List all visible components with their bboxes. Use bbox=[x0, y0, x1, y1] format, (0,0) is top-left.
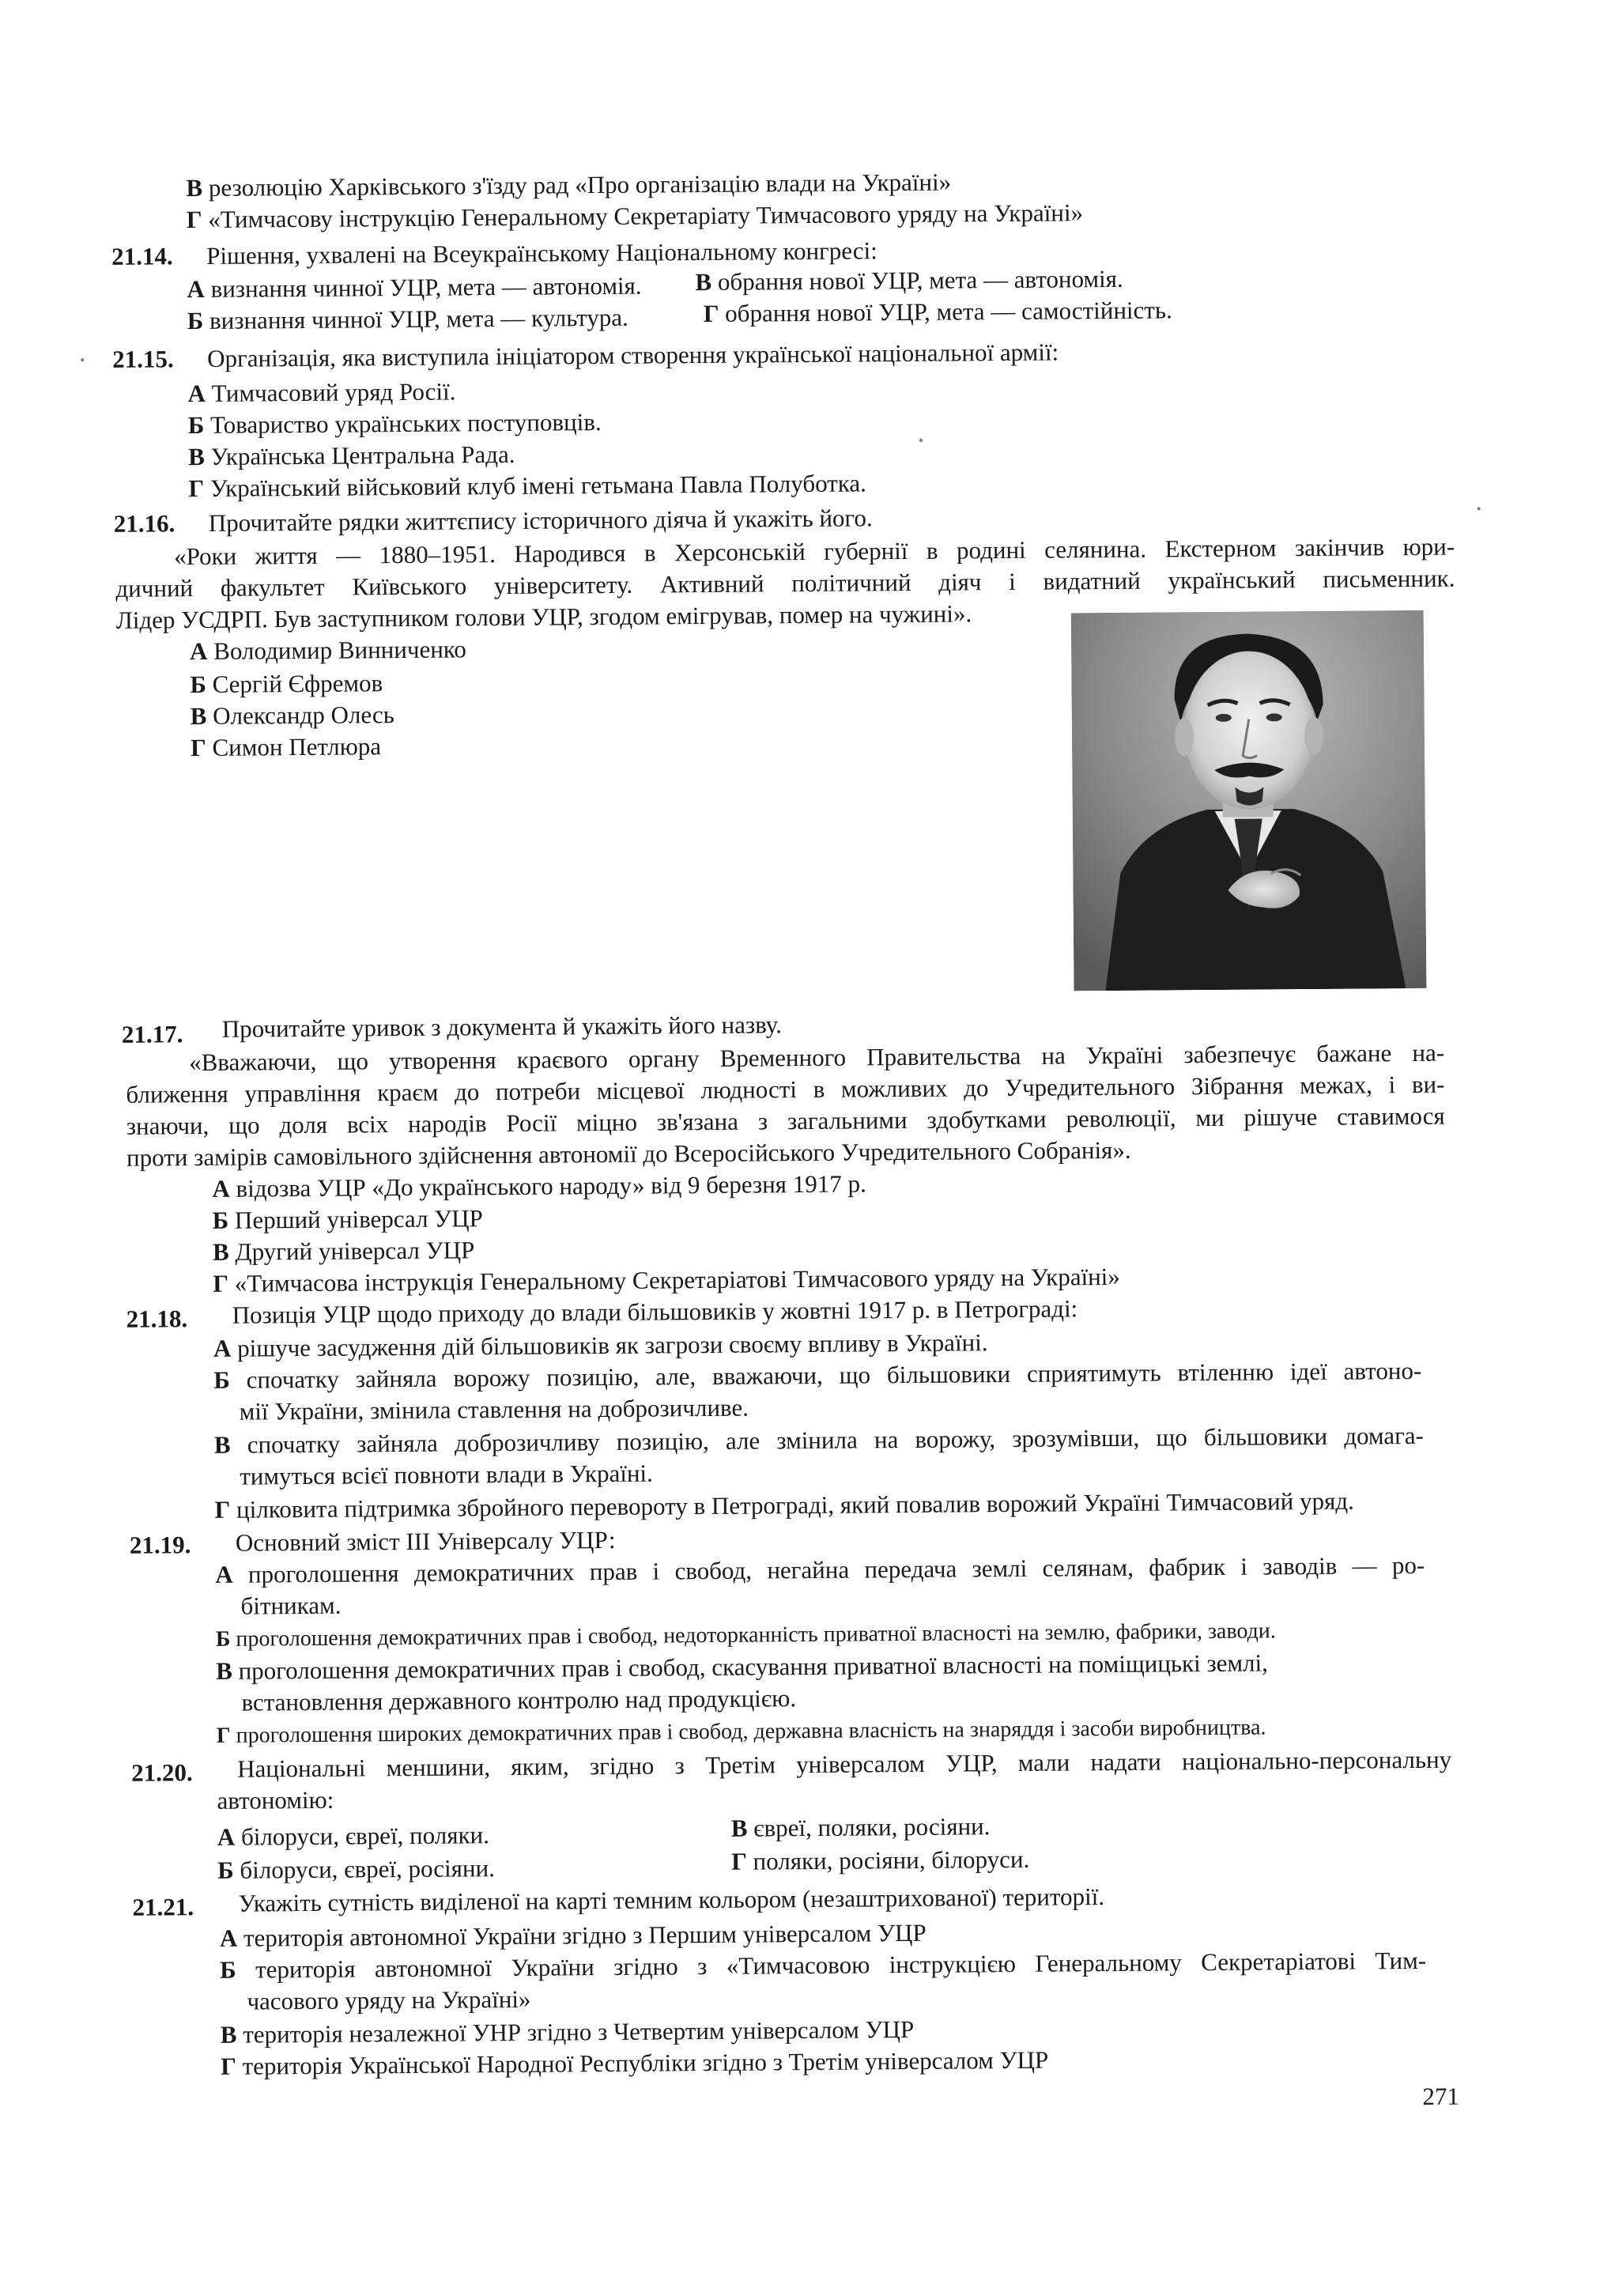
question-text: Основний зміст III Універсалу УЦР: bbox=[235, 1525, 616, 1557]
option-line: Г цілковита підтримка збройного перевороту в Петрограді, який повалив ворожий Україні Тимчасовий уряд. bbox=[214, 1486, 1354, 1524]
option-line: Б Товариство українських поступовців. bbox=[187, 408, 602, 440]
option-line: В євреї, поляки, росіяни. bbox=[730, 1812, 991, 1842]
question-number: 21.14. bbox=[111, 242, 173, 270]
scan-speck bbox=[81, 358, 84, 361]
question-number: 21.16. bbox=[113, 509, 175, 538]
question-number: 21.20. bbox=[131, 1758, 193, 1787]
option-line: Б визнання чинної УЦР, мета — культура. bbox=[187, 303, 629, 335]
quote-line: проти замірів самовільного здійснення автономії до Всеросійського Учредительного Собранія». bbox=[126, 1135, 1131, 1172]
question-text: Організація, яка виступила ініціатором створення української національної армії: bbox=[207, 338, 1059, 372]
option-line: Г Український військовий клуб імені гетьмана Павла Полуботка. bbox=[188, 469, 866, 503]
quote-line: Лідер УСДРП. Був заступником голови УЦР, згодом емігрував, помер на чужині». bbox=[115, 599, 972, 634]
quote-line: «Роки життя — 1880–1951. Народився в Херсонській губернії в родині селянина. Екстерном закінчив юри- bbox=[173, 532, 1455, 571]
option-line: Г поляки, росіяни, білоруси. bbox=[730, 1845, 1030, 1875]
quote-line: знаючи, що доля всіх народів Росії міцно зв'язана з загальними здобутками революції, ми рішуче ставимося bbox=[126, 1101, 1445, 1140]
quote-line: «Вважаючи, що утворення краєвого органу Временного Правительства на Україні забезпечує бажане на- bbox=[189, 1038, 1445, 1077]
option-line: А білоруси, євреї, поляки. bbox=[217, 1821, 490, 1851]
option-line: А визнання чинної УЦР, мета — автономія. bbox=[187, 271, 642, 304]
option-line: Б спочатку зайняла ворожу позицію, але, вважаючи, що більшовики сприятимуть втіленню ідеї автоно- bbox=[213, 1356, 1422, 1394]
portrait-photo bbox=[1071, 610, 1427, 991]
option-line: В Українська Центральна Рада. bbox=[188, 440, 515, 471]
option-line: Г обрання нової УЦР, мета — самостійність. bbox=[703, 296, 1172, 328]
scan-speck bbox=[919, 439, 923, 442]
page-number: 271 bbox=[1422, 2082, 1460, 2110]
option-line-cont: бітникам. bbox=[240, 1591, 342, 1620]
option-line: Г проголошення широких демократичних прав і свобод, державна власність на знаряддя і засоби виробництва. bbox=[216, 1715, 1266, 1748]
option-line-cont: часового уряду на Україні» bbox=[247, 1984, 531, 2015]
option-line-cont: мії України, змінила ставлення на доброзичливе. bbox=[239, 1393, 749, 1426]
option-line: Г «Тимчасову інструкцію Генеральному Секретаріату Тимчасового уряду на Україні» bbox=[186, 198, 1084, 234]
question-number: 21.21. bbox=[132, 1893, 194, 1921]
option-line: А проголошення демократичних прав і свобод, негайна передача землі селянам, фабрик і заводів — ро- bbox=[215, 1550, 1425, 1588]
option-line: Г «Тимчасова інструкція Генеральному Секретаріатові Тимчасового уряду на Україні» bbox=[213, 1262, 1120, 1297]
option-line: В спочатку зайняла доброзичливу позицію, але змінила на ворожу, зрозумівши, що більшовики домага- bbox=[213, 1421, 1425, 1459]
question-number: 21.19. bbox=[129, 1531, 191, 1559]
option-line-cont: тимуться всієї повноти влади в Україні. bbox=[240, 1459, 653, 1490]
option-line: В територія незалежної УНР згідно з Четвертим універсалом УЦР bbox=[220, 2015, 915, 2049]
option-line: А відозва УЦР «До українського народу» від 9 березня 1917 р. bbox=[212, 1169, 866, 1203]
quote-line: ближення управління краєм до потреби місцевої людності в можливих до Учредительного Зібрання межах, і ви- bbox=[126, 1070, 1445, 1108]
option-line: А рішуче засудження дій більшовиків як загрози своєму впливу в Україні. bbox=[213, 1328, 988, 1362]
option-line: Б територія автономної України згідно з «Тимчасовою інструкцією Генеральному Секретаріатові Тим- bbox=[220, 1946, 1427, 1984]
option-line: А Тимчасовий уряд Росії. bbox=[187, 377, 456, 408]
option-line: В резолюцію Харківського з'їзду рад «Про організацію влади на Україні» bbox=[186, 168, 952, 202]
question-text: Національні меншини, яким, згідно з Третім універсалом УЦР, мали надати національно-персональну bbox=[237, 1745, 1452, 1783]
question-text: Рішення, ухвалені на Всеукраїнському Національному конгресі: bbox=[206, 236, 877, 270]
quote-line: дичний факультет Київського університету. Активний політичний діяч і видатний український письменник. bbox=[115, 564, 1455, 602]
option-line: А Володимир Винниченко bbox=[189, 635, 466, 666]
question-text: Укажіть сутність виділеної на карті темним кольором (незаштрихованої) території. bbox=[238, 1882, 1105, 1917]
option-line: Б білоруси, євреї, росіяни. bbox=[217, 1854, 496, 1884]
option-line: В обрання нової УЦР, мета — автономія. bbox=[695, 264, 1123, 296]
option-line: В Другий універсал УЦР bbox=[212, 1236, 475, 1266]
question-number: 21.17. bbox=[121, 1020, 183, 1048]
scan-speck bbox=[1477, 507, 1481, 510]
option-line: В проголошення демократичних прав і свобод, скасування приватної власності на поміщицькі землі, bbox=[216, 1648, 1269, 1685]
option-line: Г територія Української Народної Республіки згідно з Третім універсалом УЦР bbox=[220, 2045, 1049, 2080]
question-text-cont: автономію: bbox=[217, 1785, 334, 1815]
option-line: В Олександр Олесь bbox=[190, 701, 394, 731]
option-line: А територія автономної України згідно з Першим універсалом УЦР bbox=[219, 1918, 926, 1952]
option-line: Б Сергій Єфремов bbox=[190, 669, 383, 699]
question-number: 21.18. bbox=[126, 1305, 188, 1333]
question-text: Позиція УЦР щодо приходу до влади більшовиків у жовтні 1917 р. в Петрограді: bbox=[232, 1294, 1078, 1329]
option-line: Г Симон Петлюра bbox=[190, 732, 382, 762]
question-number: 21.15. bbox=[112, 345, 174, 373]
question-text: Прочитайте рядки життєпису історичного діяча й укажіть його. bbox=[208, 504, 873, 537]
question-text: Прочитайте уривок з документа й укажіть його назву. bbox=[221, 1010, 783, 1043]
option-line: Б проголошення демократичних прав і свобод, недоторканність приватної власності на землю, фабрики, заводи. bbox=[215, 1618, 1276, 1652]
option-line: Б Перший універсал УЦР bbox=[212, 1204, 483, 1234]
option-line-cont: встановлення державного контролю над продукцією. bbox=[241, 1684, 797, 1716]
